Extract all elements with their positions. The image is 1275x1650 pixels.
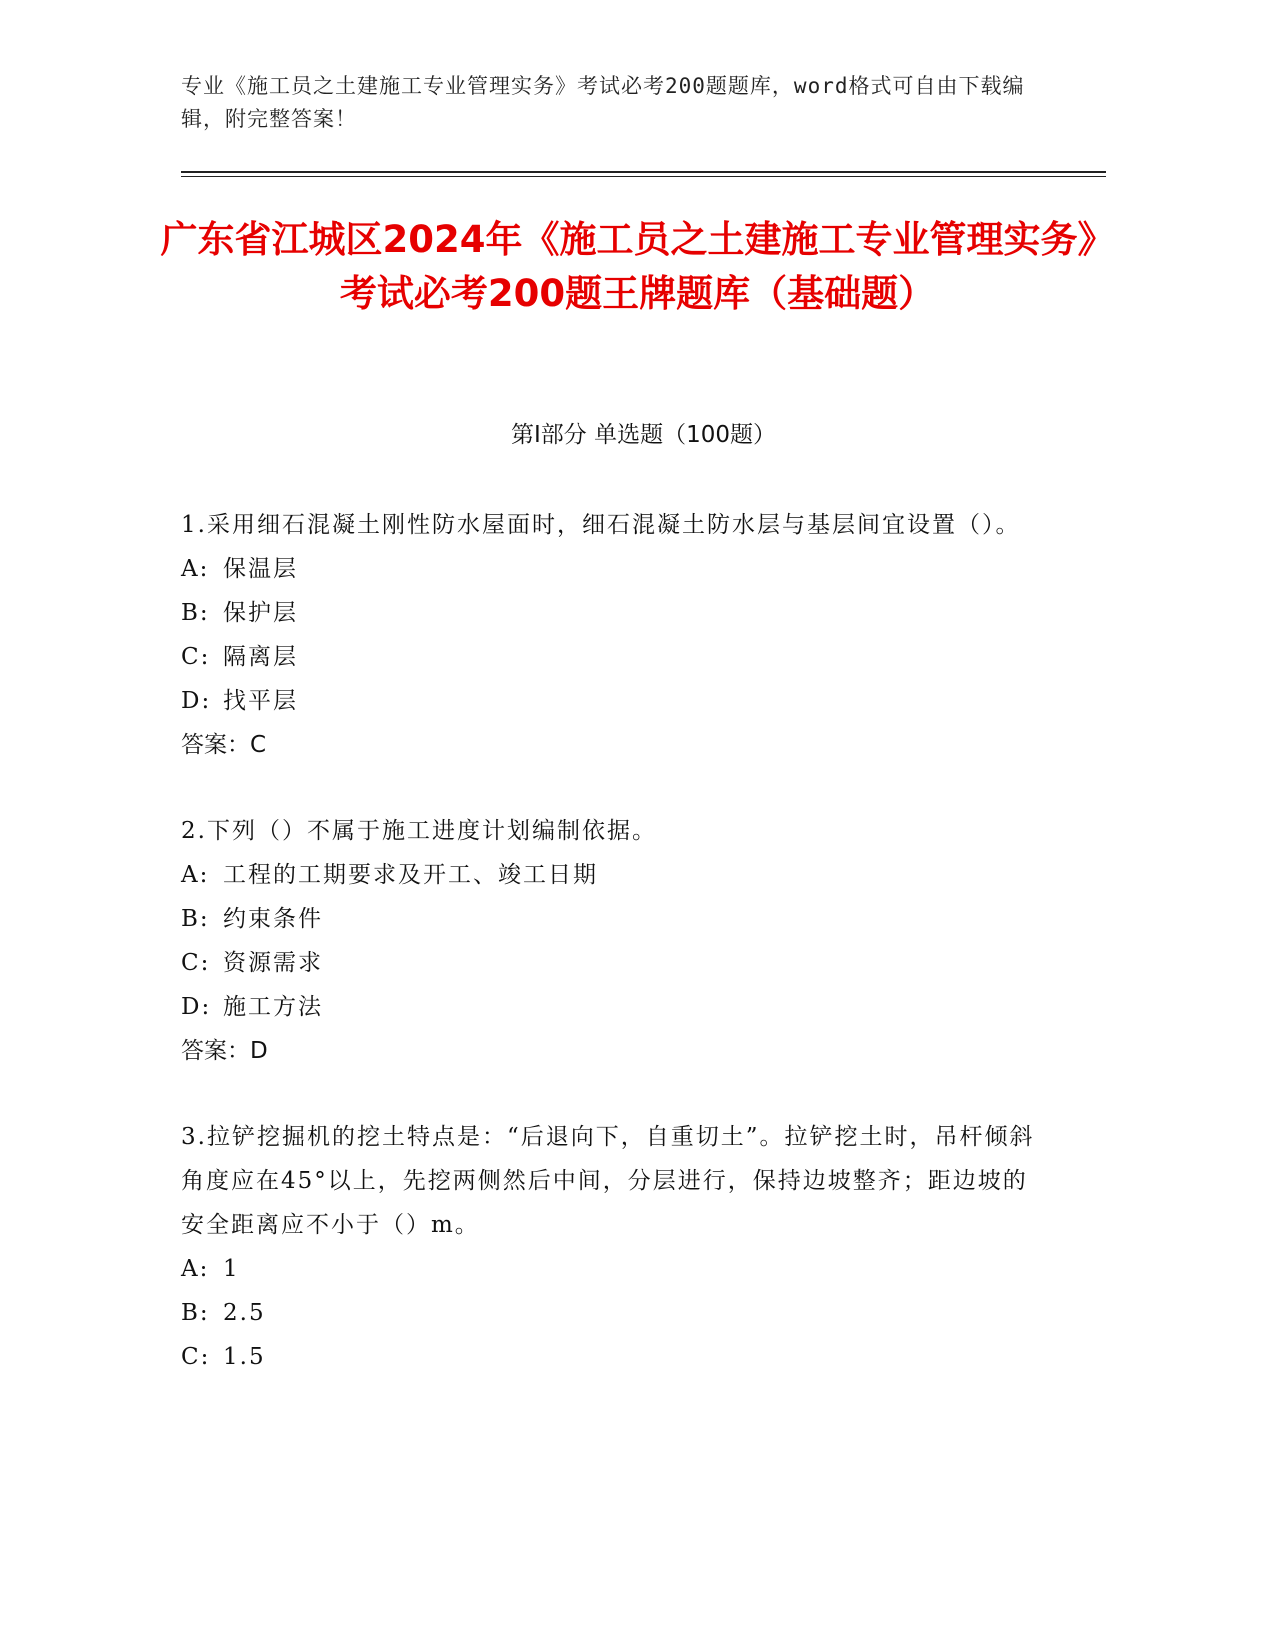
option-b bbox=[181, 897, 1041, 941]
option-letter: D: bbox=[181, 994, 212, 1020]
option-letter: A: bbox=[181, 556, 210, 582]
option-b bbox=[181, 591, 1041, 635]
question-2 bbox=[181, 809, 1041, 1073]
option-text: 施工方法 bbox=[223, 994, 323, 1020]
option-letter: B: bbox=[181, 1300, 210, 1326]
header-note: 专业《施工员之土建施工专业管理实务》考试必考200题题库，word格式可自由下载编辑，附完整答案！ bbox=[181, 74, 1025, 131]
option-c bbox=[181, 635, 1041, 679]
option-text: 约束条件 bbox=[223, 906, 323, 932]
option-a bbox=[181, 853, 1041, 897]
answer-line: 答案：C bbox=[181, 732, 267, 758]
option-letter: C: bbox=[181, 950, 211, 976]
option-a bbox=[181, 1247, 1041, 1291]
section-title: 第I部分 单选题（100题） bbox=[511, 422, 776, 448]
option-text: 2.5 bbox=[223, 1300, 266, 1326]
option-text: 1.5 bbox=[223, 1344, 266, 1370]
option-a bbox=[181, 547, 1041, 591]
option-text: 1 bbox=[223, 1256, 240, 1282]
question-stem: 2.下列（）不属于施工进度计划编制依据。 bbox=[181, 818, 657, 844]
option-letter: A: bbox=[181, 862, 210, 888]
option-d bbox=[181, 679, 1041, 723]
header-divider-thin bbox=[181, 176, 1106, 177]
question-list bbox=[181, 503, 1041, 1421]
question-1 bbox=[181, 503, 1041, 767]
option-letter: B: bbox=[181, 600, 210, 626]
question-3 bbox=[181, 1115, 1041, 1379]
option-text: 隔离层 bbox=[223, 644, 298, 670]
question-stem: 1.采用细石混凝土刚性防水屋面时，细石混凝土防水层与基层间宜设置（）。 bbox=[181, 512, 1021, 538]
option-text: 工程的工期要求及开工、竣工日期 bbox=[223, 862, 598, 888]
answer-line: 答案：D bbox=[181, 1038, 268, 1064]
option-letter: C: bbox=[181, 1344, 211, 1370]
option-text: 保护层 bbox=[223, 600, 298, 626]
option-letter: D: bbox=[181, 688, 212, 714]
option-text: 资源需求 bbox=[223, 950, 323, 976]
option-b bbox=[181, 1291, 1041, 1335]
option-letter: C: bbox=[181, 644, 211, 670]
option-text: 保温层 bbox=[223, 556, 298, 582]
option-c bbox=[181, 941, 1041, 985]
option-d bbox=[181, 985, 1041, 1029]
option-letter: A: bbox=[181, 1256, 210, 1282]
option-c bbox=[181, 1335, 1041, 1379]
question-stem: 3.拉铲挖掘机的挖土特点是：“后退向下，自重切土”。拉铲挖土时，吊杆倾斜角度应在45°以上，先挖两侧然后中间，分层进行，保持边坡整齐；距边坡的安全距离应不小于（）m。 bbox=[181, 1124, 1035, 1238]
option-letter: B: bbox=[181, 906, 210, 932]
document-title: 广东省江城区2024年《施工员之土建施工专业管理实务》考试必考200题王牌题库（基础题） bbox=[160, 218, 1115, 315]
option-text: 找平层 bbox=[223, 688, 298, 714]
header-divider-thick bbox=[181, 171, 1106, 173]
